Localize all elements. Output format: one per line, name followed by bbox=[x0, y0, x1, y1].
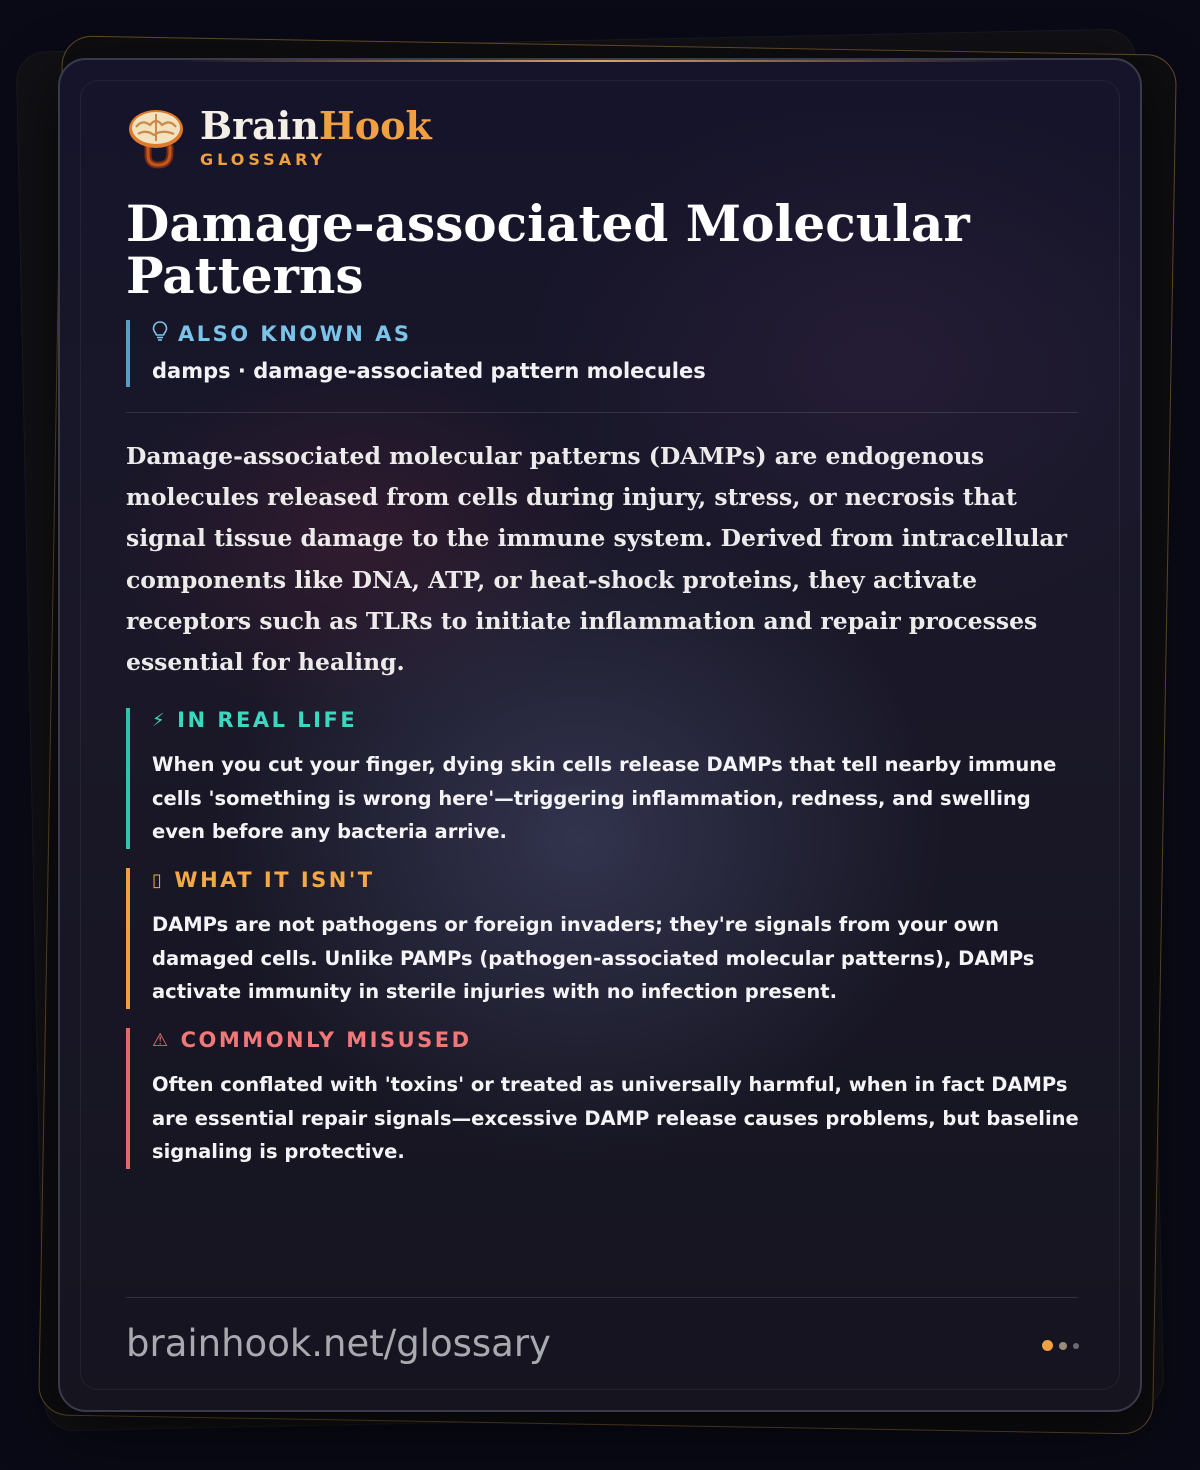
footer-divider bbox=[126, 1297, 1078, 1298]
glossary-card bbox=[58, 58, 1142, 1412]
brand-name-part1: Brain bbox=[200, 103, 319, 148]
what-it-isnt-section bbox=[126, 868, 1086, 1009]
brand-text bbox=[200, 103, 432, 169]
missing-glyph-icon: ▯ bbox=[152, 869, 165, 891]
brand-name-part2: Hook bbox=[318, 103, 432, 148]
lightning-icon: ⚡ bbox=[152, 709, 168, 731]
commonly-misused-heading bbox=[152, 1028, 1086, 1052]
card-top-glow-line bbox=[180, 60, 1020, 62]
page-dot bbox=[1073, 1343, 1079, 1349]
page-dots-indicator bbox=[1042, 1340, 1079, 1351]
page-dot-active bbox=[1042, 1340, 1053, 1351]
lightbulb-icon bbox=[152, 320, 168, 347]
in-real-life-section bbox=[126, 708, 1086, 849]
term-definition: Damage-associated molecular patterns (DAMPs) are endogenous molecules released from cells during injury, stress, or necrosis that signal tissue damage to the immune system. Derived from intracellular components like DNA, ATP, or heat-shock proteins, they activate receptors such as TLRs to initiate inflammation and repair processes essential for healing. bbox=[126, 442, 1067, 677]
brand-name bbox=[200, 103, 432, 148]
divider bbox=[126, 412, 1078, 413]
also-known-as-section bbox=[126, 320, 1086, 387]
commonly-misused-body: Often conflated with 'toxins' or treated as universally harmful, when in fact DAMPs are essential repair signals—excessive DAMP release causes problems, but baseline signaling is protective. bbox=[152, 1073, 1079, 1163]
also-known-as-heading bbox=[152, 320, 1086, 347]
commonly-misused-section bbox=[126, 1028, 1086, 1169]
brain-hook-logo-icon bbox=[126, 107, 186, 169]
in-real-life-heading bbox=[152, 708, 1086, 732]
brand-header bbox=[126, 103, 432, 169]
footer-url: brainhook.net/glossary bbox=[126, 1322, 551, 1365]
in-real-life-body: When you cut your finger, dying skin cells release DAMPs that tell nearby immune cells 'something is wrong here'—triggering inflammation, redness, and swelling even before any bacteria arrive. bbox=[152, 753, 1057, 843]
in-real-life-label: IN REAL LIFE bbox=[177, 708, 358, 732]
what-it-isnt-body: DAMPs are not pathogens or foreign invaders; they're signals from your own damaged cells. Unlike PAMPs (pathogen-associated molecular patterns), DAMPs activate immunity in sterile injuries with no infection present. bbox=[152, 913, 1035, 1003]
commonly-misused-label: COMMONLY MISUSED bbox=[180, 1028, 472, 1052]
warning-icon: ⚠ bbox=[152, 1029, 171, 1051]
page-dot bbox=[1059, 1342, 1067, 1350]
what-it-isnt-label: WHAT IT ISN'T bbox=[174, 868, 375, 892]
what-it-isnt-heading bbox=[152, 868, 1086, 892]
also-known-as-values: damps · damage-associated pattern molecules bbox=[152, 359, 706, 383]
also-known-as-label: ALSO KNOWN AS bbox=[178, 321, 412, 346]
term-title: Damage-associated Molecular Patterns bbox=[126, 194, 970, 305]
brand-subtitle: GLOSSARY bbox=[200, 150, 327, 169]
